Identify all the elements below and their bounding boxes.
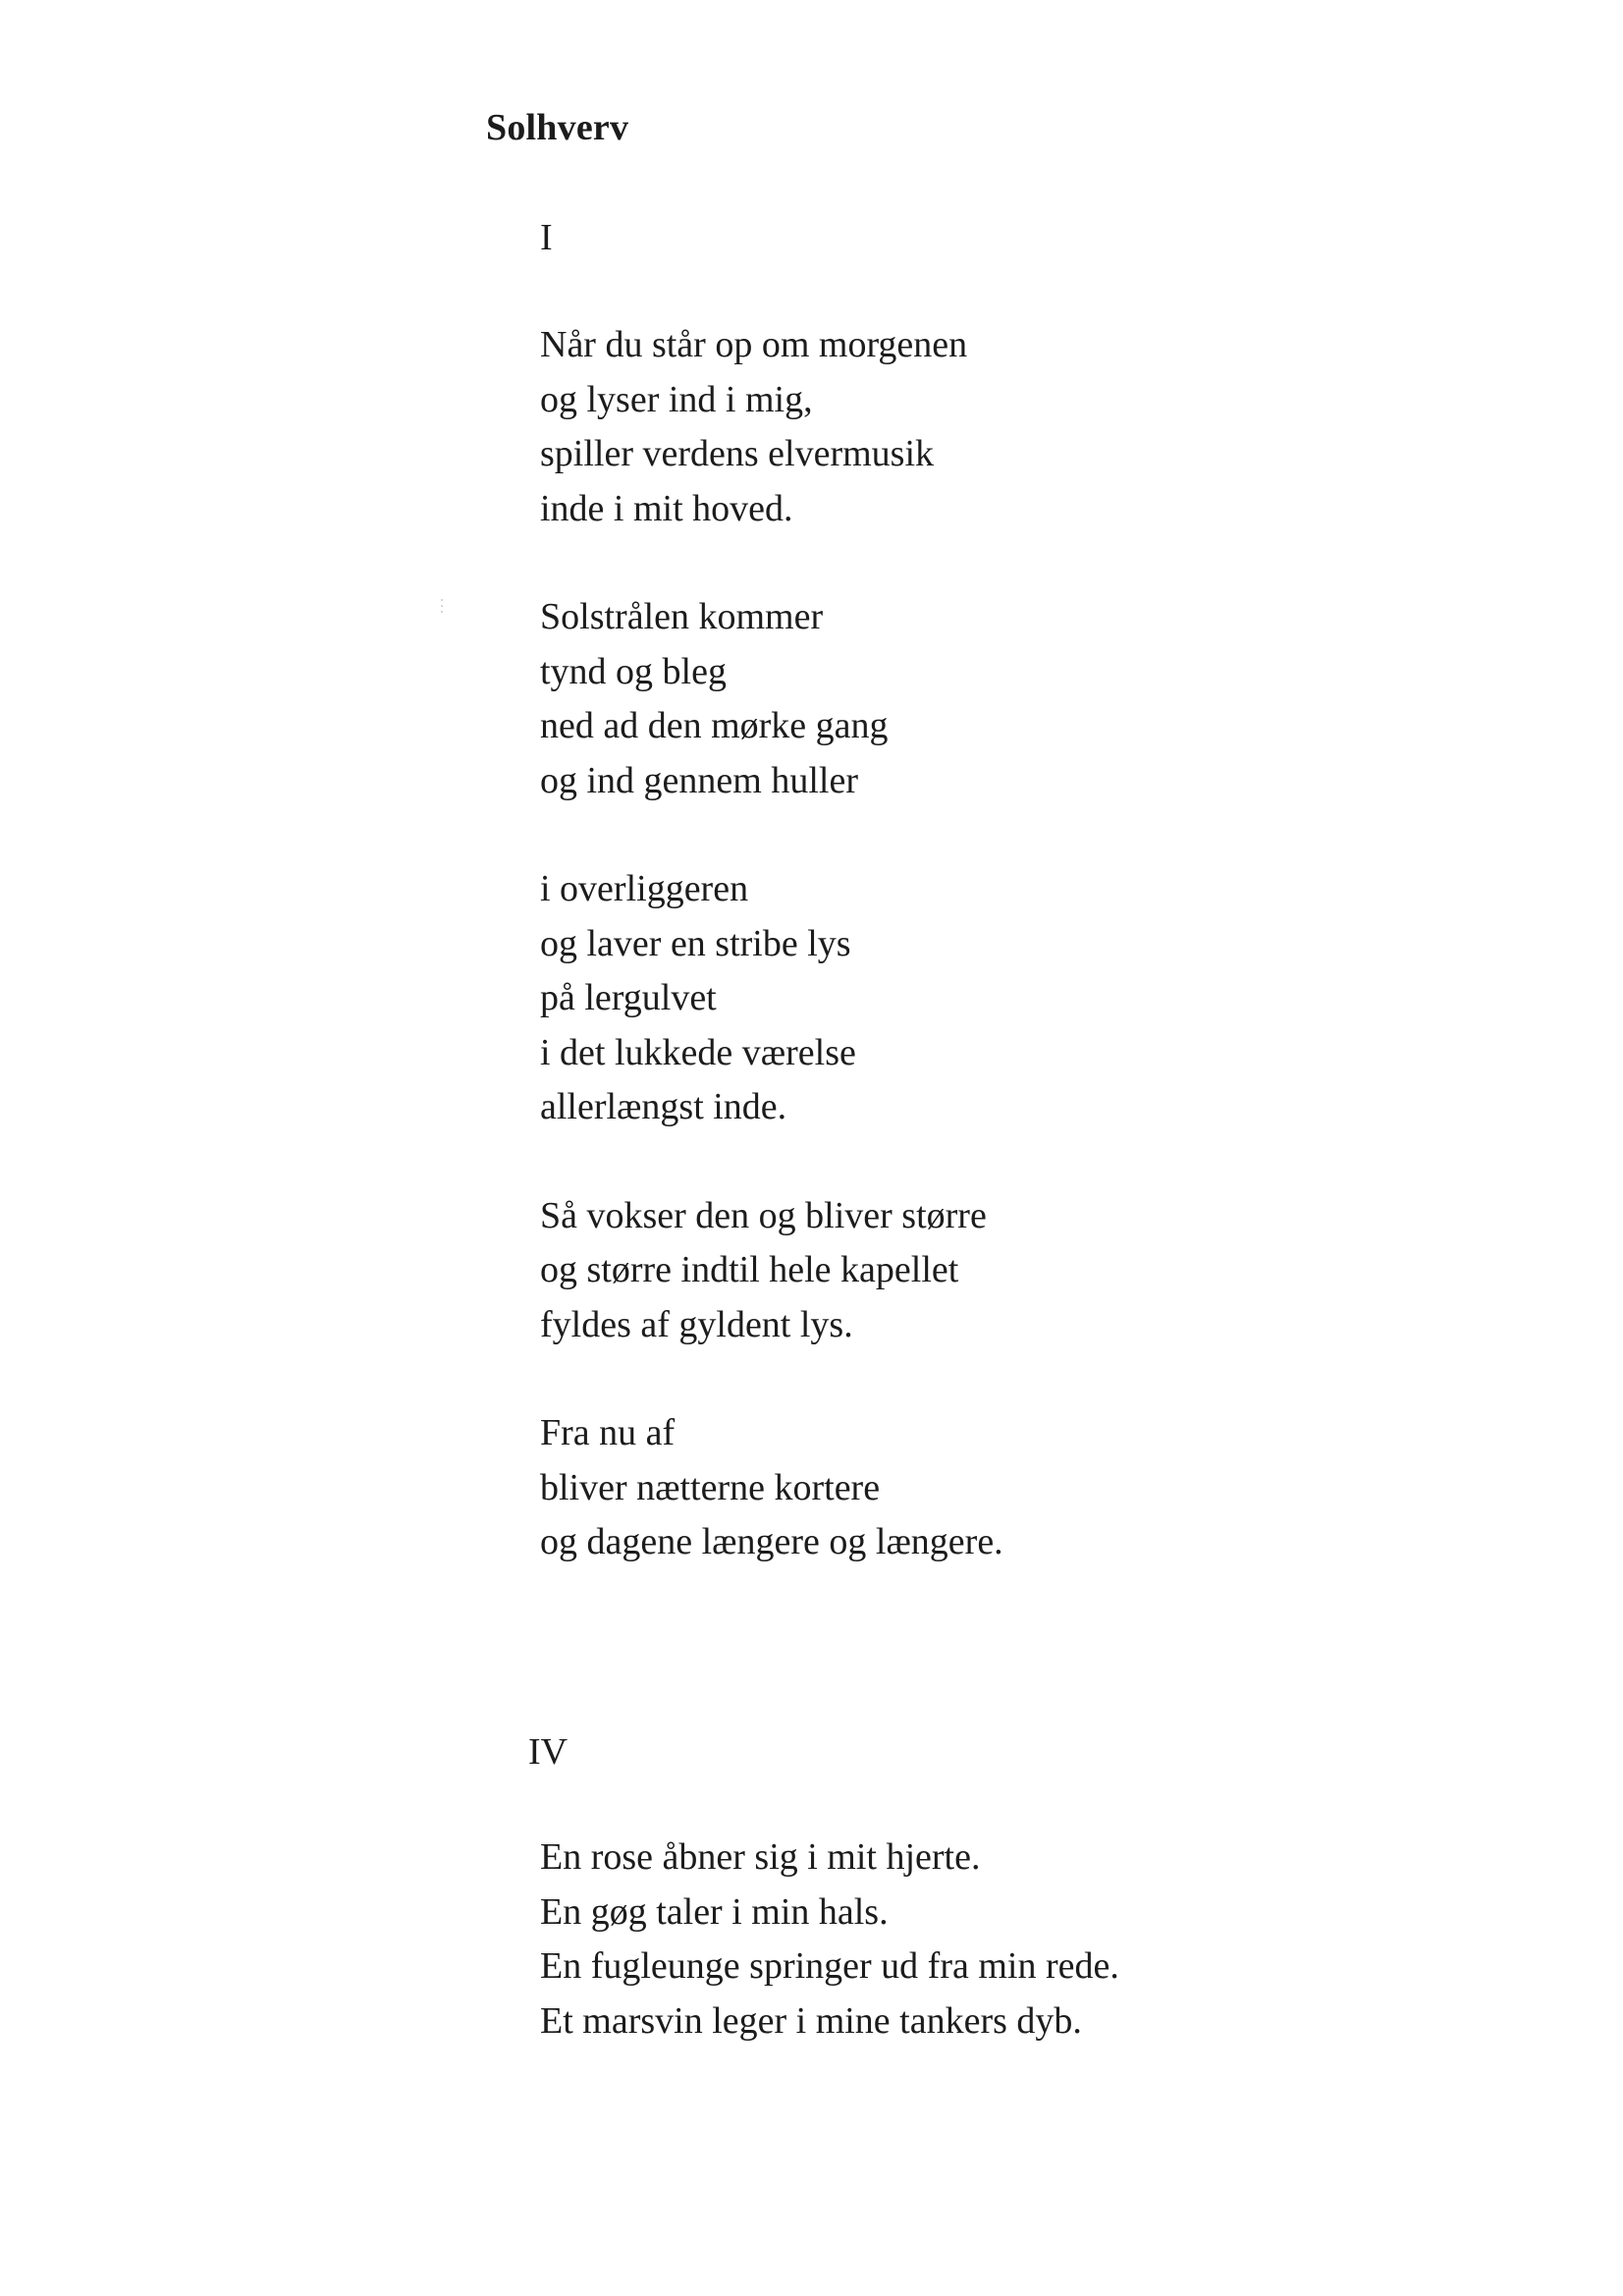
stanza [540,590,1003,808]
stanza [540,862,1003,1135]
poem-line: og større indtil hele kapellet [540,1249,959,1290]
scan-speck [441,599,444,621]
poem-line: tynd og bleg [540,650,727,692]
poem-line: ned ad den mørke gang [540,705,889,746]
stanza [540,1406,1003,1570]
poem-line: og laver en stribe lys [540,922,851,964]
poem-line: Fra nu af [540,1412,676,1453]
stanza [540,1831,1119,2049]
poem-line: i det lukkede værelse [540,1031,856,1073]
poem-line: og lyser ind i mig, [540,378,813,420]
poem-part-IV [540,1831,1119,2103]
poem-line: i overliggeren [540,868,749,909]
poem-part-I [540,318,1003,1624]
poem-line: En rose åbner sig i mit hjerte. [540,1836,981,1878]
poem-line: En fugleunge springer ud fra min rede. [540,1945,1119,1987]
poem-line: Når du står op om morgenen [540,324,968,365]
poem-line: allerlængst inde. [540,1086,787,1127]
poem-line: inde i mit hoved. [540,487,793,529]
poem-line: Så vokser den og bliver større [540,1194,987,1236]
stanza [540,1189,1003,1353]
poem-line: Solstrålen kommer [540,596,824,637]
stanza [540,318,1003,536]
poem-title: Solhverv [486,107,629,148]
poem-line: Et marsvin leger i mine tankers dyb. [540,1999,1082,2042]
part-number: IV [528,1731,568,1773]
part-number: I [540,217,553,258]
poem-line: på lergulvet [540,977,717,1018]
poem-line: spiller verdens elvermusik [540,433,935,474]
poem-line: fyldes af gyldent lys. [540,1303,853,1345]
poem-line: En gøg taler i min hals. [540,1890,889,1933]
poem-line: og dagene længere og længere. [540,1521,1003,1562]
poem-line: bliver nætterne kortere [540,1466,881,1508]
poem-line: og ind gennem huller [540,759,858,801]
